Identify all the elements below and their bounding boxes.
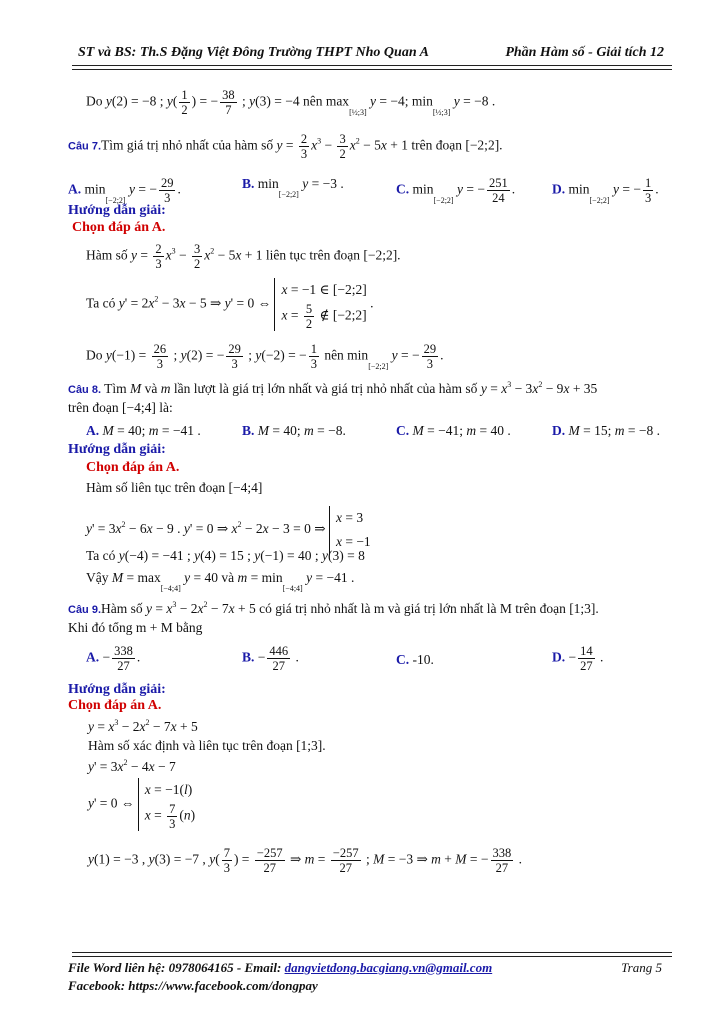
q7-option-d: D. min[−2;2] y = − $\frac{1}{3}$ . bbox=[552, 176, 659, 205]
q9-step-1: $y = x^3 - 2x^2 - 7x + 5$ bbox=[88, 718, 198, 734]
q7-guide-heading: Hướng dẫn giải: bbox=[68, 203, 166, 218]
q7-step-2: Ta có $y' = 2x^2 - 3x - 5$ ⇒ y' = 0 ⇔ x = −1 ∈ [−2;2] x = $\frac{5}{2}$ ∉ [−2;2] . bbox=[86, 278, 374, 331]
question-7: Câu 7.Tìm giá trị nhỏ nhất của hàm số y = $\frac{2}{3}$ $x^3$ − $\frac{3}{2}$ $x^2 - 5x + 1$ trên đoạn [−2;2]. bbox=[68, 132, 503, 161]
q9-guide-heading: Hướng dẫn giải: bbox=[68, 682, 166, 697]
footer-email-link[interactable]: dangvietdong.bacgiang.vn@gmail.com bbox=[284, 960, 493, 975]
footer-divider-thin bbox=[72, 956, 672, 957]
question-7-label: Câu 7. bbox=[68, 140, 102, 153]
q7-answer: Chọn đáp án A. bbox=[72, 220, 166, 235]
q8-option-d: D. M = 15; m = −8 . bbox=[552, 423, 660, 438]
footer-facebook: Facebook: https://www.facebook.com/dongpay bbox=[68, 978, 318, 993]
question-9-cont: Khi đó tổng m + M bằng bbox=[68, 620, 203, 635]
question-8-label: Câu 8. bbox=[68, 384, 102, 396]
q8-guide-heading: Hướng dẫn giải: bbox=[68, 442, 166, 457]
q6-conclusion: Do y(2) = −8 ; y( $\frac{1}{2}$ ) = − $\frac{38}{7}$ ; y(3) = −4 nên max[½;3] y = −4; min[½;3] y = −8 . bbox=[86, 88, 496, 117]
q8-option-a: A. M = 40; m = −41 . bbox=[86, 423, 201, 438]
q7-option-c: C. min[−2;2] y = − $\frac{251}{24}$ . bbox=[396, 176, 516, 205]
footer-divider bbox=[72, 952, 672, 953]
footer-contact: File Word liên hệ: 0978064165 - Email: dangvietdong.bacgiang.vn@gmail.com bbox=[68, 960, 493, 975]
question-8-cont: trên đoạn [−4;4] là: bbox=[68, 400, 173, 415]
page-number: Trang 5 bbox=[621, 960, 662, 975]
q7-option-b: B. min[−2;2] y = −3 . bbox=[242, 176, 344, 199]
question-9-label: Câu 9. bbox=[68, 604, 102, 616]
q9-step-4: y' = 0 ⇔ x = −1(l) x = $\frac{7}{3}$ (n) bbox=[88, 778, 195, 831]
q9-option-d: D. − $\frac{14}{27}$ . bbox=[552, 644, 604, 673]
q8-answer: Chọn đáp án A. bbox=[86, 460, 180, 475]
q9-answer: Chọn đáp án A. bbox=[68, 698, 162, 713]
q9-option-b: B. − $\frac{446}{27}$ . bbox=[242, 644, 299, 673]
header-left-title: ST và BS: Th.S Đặng Việt Đông Trường THPT Nho Quan A bbox=[78, 45, 429, 60]
header-divider bbox=[72, 65, 672, 66]
q7-step-1: Hàm số y = $\frac{2}{3}$ $x^3$ − $\frac{3}{2}$ $x^2 - 5x + 1$ liên tục trên đoạn [−2;2]. bbox=[86, 242, 401, 271]
q9-step-5: y(1) = −3 , y(3) = −7 , y( $\frac{7}{3}$ ) = $\frac{-257}{27}$ ⇒ m = $\frac{-257}{27}$ ; M = −3 ⇒ m + M = − $\frac{338}{27}$ . bbox=[88, 846, 523, 875]
q9-option-a: A. − $\frac{338}{27}$ . bbox=[86, 644, 141, 673]
question-9: Câu 9.Hàm số $y = x^3 - 2x^2 - 7x + 5$ có giá trị nhỏ nhất là m và giá trị lớn nhất là M trên đoạn [1;3]. bbox=[68, 600, 599, 616]
header-divider-thin bbox=[72, 69, 672, 70]
q7-option-a: A. min[−2;2] y = − $\frac{29}{3}$ . bbox=[68, 176, 181, 205]
q8-step-3: Ta có y(−4) = −41 ; y(4) = 15 ; y(−1) = 40 ; y(3) = 8 bbox=[86, 548, 365, 563]
q7-step-3: Do y(−1) = $\frac{26}{3}$ ; y(2) = − $\frac{29}{3}$ ; y(−2) = − $\frac{1}{3}$ nên min[−2;2] y = − $\frac{29}{3}$ . bbox=[86, 342, 444, 371]
q8-step-4: Vậy M = max[−4;4] y = 40 và m = min[−4;4] y = −41 . bbox=[86, 570, 355, 593]
page-header bbox=[78, 45, 664, 65]
q8-option-c: C. M = −41; m = 40 . bbox=[396, 423, 511, 438]
q8-step-2: $y' = 3x^2 - 6x - 9$ . y' = 0 ⇒ $x^2 - 2x - 3 = 0$ ⇒ x = 3 x = −1 bbox=[86, 506, 371, 554]
q7-roots-bracket: x = −1 ∈ [−2;2] x = $\frac{5}{2}$ ∉ [−2;2] bbox=[274, 278, 366, 331]
q8-option-b: B. M = 40; m = −8. bbox=[242, 423, 346, 438]
q9-step-3: $y' = 3x^2 - 4x - 7$ bbox=[88, 758, 176, 774]
q8-step-1: Hàm số liên tục trên đoạn [−4;4] bbox=[86, 480, 263, 495]
q9-roots-bracket: x = −1(l) x = $\frac{7}{3}$ (n) bbox=[138, 778, 195, 831]
question-8: Câu 8. Tìm M và m lần lượt là giá trị lớn nhất và giá trị nhỏ nhất của hàm số $y = x^3 - 3x^2 - 9x + 35$ bbox=[68, 380, 598, 396]
q8-roots-bracket: x = 3 x = −1 bbox=[329, 506, 371, 554]
q9-option-c: C. -10. bbox=[396, 652, 434, 667]
q9-step-2: Hàm số xác định và liên tục trên đoạn [1;3]. bbox=[88, 738, 326, 753]
header-right-title: Phần Hàm số - Giải tích 12 bbox=[505, 45, 664, 60]
